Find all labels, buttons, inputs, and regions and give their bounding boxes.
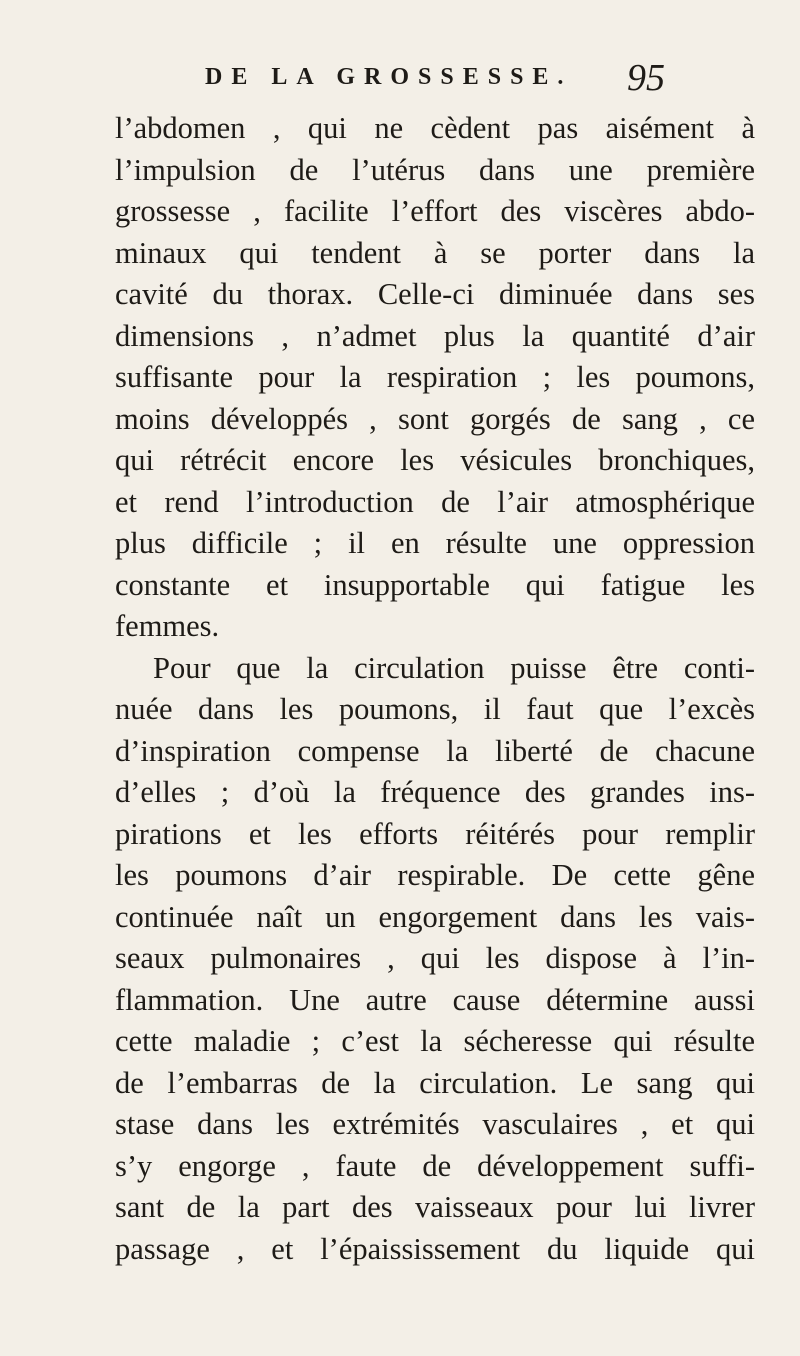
text-line: l’impulsion de l’utérus dans une première (115, 152, 755, 187)
text-line: flammation. Une autre cause détermine aussi (115, 982, 755, 1017)
text-line: stase dans les extrémités vasculaires , et qui (115, 1107, 755, 1141)
text-line: nuée dans les poumons, il faut que l’excès (115, 692, 755, 726)
text-line: les poumons d’air respirable. De cette gêne (115, 858, 755, 892)
text-line: cette maladie ; c’est la sécheresse qui résulte (115, 1024, 755, 1058)
text-line: constante et insupportable qui fatigue les (115, 567, 755, 602)
text-line: dimensions , n’admet plus la quantité d’air (115, 318, 755, 353)
text-line: passage , et l’épaississement du liquide qui (115, 1231, 755, 1266)
page-number: 95 (627, 57, 665, 99)
page-header (0, 57, 800, 104)
text-line-paragraph-end: femmes. (115, 609, 220, 643)
text-line: l’abdomen , qui ne cèdent pas aisément à (115, 111, 755, 145)
text-line: et rend l’introduction de l’air atmosphérique (115, 484, 755, 519)
text-line: suffisante pour la respiration ; les poumons, (115, 360, 755, 394)
text-line: grossesse , facilite l’effort des viscères abdo- (115, 194, 755, 228)
text-line: minaux qui tendent à se porter dans la (115, 235, 755, 270)
text-line: de l’embarras de la circulation. Le sang qui (115, 1065, 755, 1100)
text-line: cavité du thorax. Celle-ci diminuée dans ses (115, 277, 755, 311)
text-line: continuée naît un engorgement dans les vais- (115, 899, 755, 934)
text-line: s’y engorge , faute de développement suffi- (115, 1148, 755, 1183)
running-title: DE LA GROSSESSE. (205, 64, 573, 90)
text-line: qui rétrécit encore les vésicules bronchiques, (115, 443, 755, 477)
text-line-paragraph-start: Pour que la circulation puisse être conti- (153, 650, 755, 685)
body-text (115, 108, 755, 1270)
text-line: moins développés , sont gorgés de sang , ce (115, 401, 755, 436)
text-line: seaux pulmonaires , qui les dispose à l’in- (115, 941, 755, 975)
text-line: d’inspiration compense la liberté de chacune (115, 733, 755, 768)
text-line: plus difficile ; il en résulte une oppression (115, 526, 755, 560)
text-line: d’elles ; d’où la fréquence des grandes ins- (115, 775, 755, 809)
text-line: pirations et les efforts réitérés pour remplir (115, 816, 755, 851)
text-line: sant de la part des vaisseaux pour lui livrer (115, 1190, 755, 1224)
